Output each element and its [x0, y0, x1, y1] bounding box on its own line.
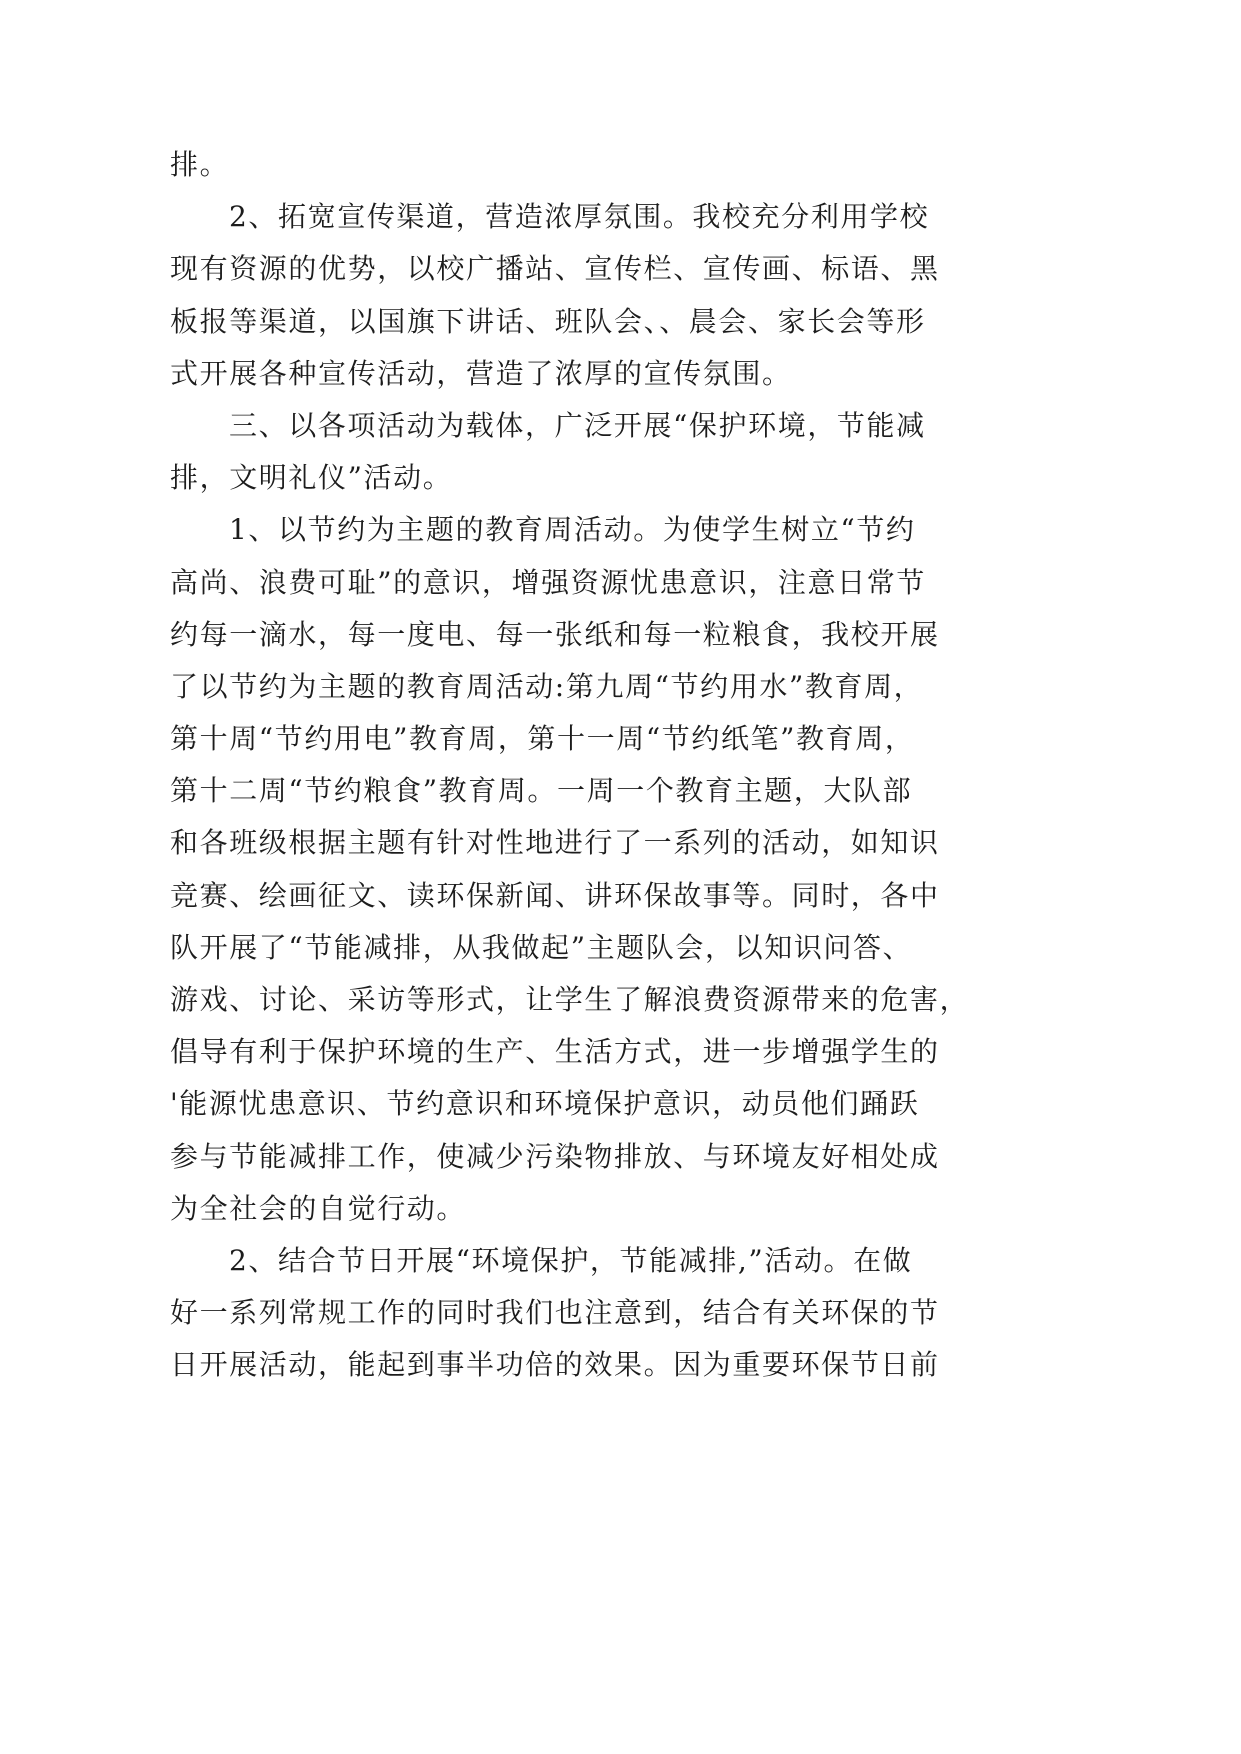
- text-line: 日开展活动，能起到事半功倍的效果。因为重要环保节日前: [170, 1348, 940, 1382]
- text-line: 倡导有利于保护环境的生产、生活方式，进一步增强学生的: [170, 1035, 940, 1069]
- text-line: 排。: [170, 148, 230, 181]
- text-line: 2、结合节日开展“环境保护，节能减排,”活动。在做: [229, 1243, 913, 1277]
- text-line: 好一系列常规工作的同时我们也注意到，结合有关环保的节: [170, 1296, 940, 1330]
- text-line: 约每一滴水，每一度电、每一张纸和每一粒粮食，我校开展: [170, 617, 940, 651]
- text-line: 队开展了“节能减排，从我做起”主题队会，以知识问答、: [170, 930, 913, 964]
- text-line: 现有资源的优势，以校广播站、宣传栏、宣传画、标语、黑: [170, 252, 940, 286]
- text-line: 参与节能减排工作，使减少污染物排放、与环境友好相处成: [170, 1139, 940, 1173]
- text-line: 和各班级根据主题有针对性地进行了一系列的活动，如知识: [170, 826, 940, 860]
- text-line: 2、拓宽宣传渠道，营造浓厚氛围。我校充分利用学校: [229, 200, 930, 234]
- text-line: 板报等渠道，以国旗下讲话、班队会、、晨会、家长会等形: [170, 304, 926, 338]
- body-text: [170, 139, 990, 1392]
- paragraph: [170, 400, 990, 504]
- paragraph: [170, 504, 990, 1235]
- paragraph-continuation: [170, 139, 990, 191]
- text-line: 式开展各种宣传活动，营造了浓厚的宣传氛围。: [170, 356, 792, 390]
- text-line: 排，文明礼仪”活动。: [170, 461, 453, 495]
- text-line: 了以节约为主题的教育周活动:第九周“节约用水”教育周，: [170, 669, 924, 703]
- text-line: 第十周“节约用电”教育周，第十一周“节约纸笔”教育周，: [170, 722, 915, 756]
- text-line: 高尚、浪费可耻”的意识，增强资源忧患意识，注意日常节: [170, 565, 926, 599]
- text-line: 1、以节约为主题的教育周活动。为使学生树立“节约: [229, 513, 916, 547]
- paragraph: [170, 1235, 990, 1392]
- text-line: 第十二周“节约粮食”教育周。一周一个教育主题，大队部: [170, 774, 913, 808]
- text-line: '能源忧患意识、节约意识和环境保护意识，动员他们踊跃: [170, 1087, 920, 1121]
- paragraph: [170, 191, 990, 400]
- text-line: 三、以各项活动为载体，广泛开展“保护环境，节能减: [229, 408, 926, 442]
- text-line: 游戏、讨论、采访等形式，让学生了解浪费资源带来的危害，: [170, 983, 970, 1016]
- text-line: 为全社会的自觉行动。: [170, 1191, 467, 1225]
- text-line: 竞赛、绘画征文、读环保新闻、讲环保故事等。同时，各中: [170, 878, 940, 912]
